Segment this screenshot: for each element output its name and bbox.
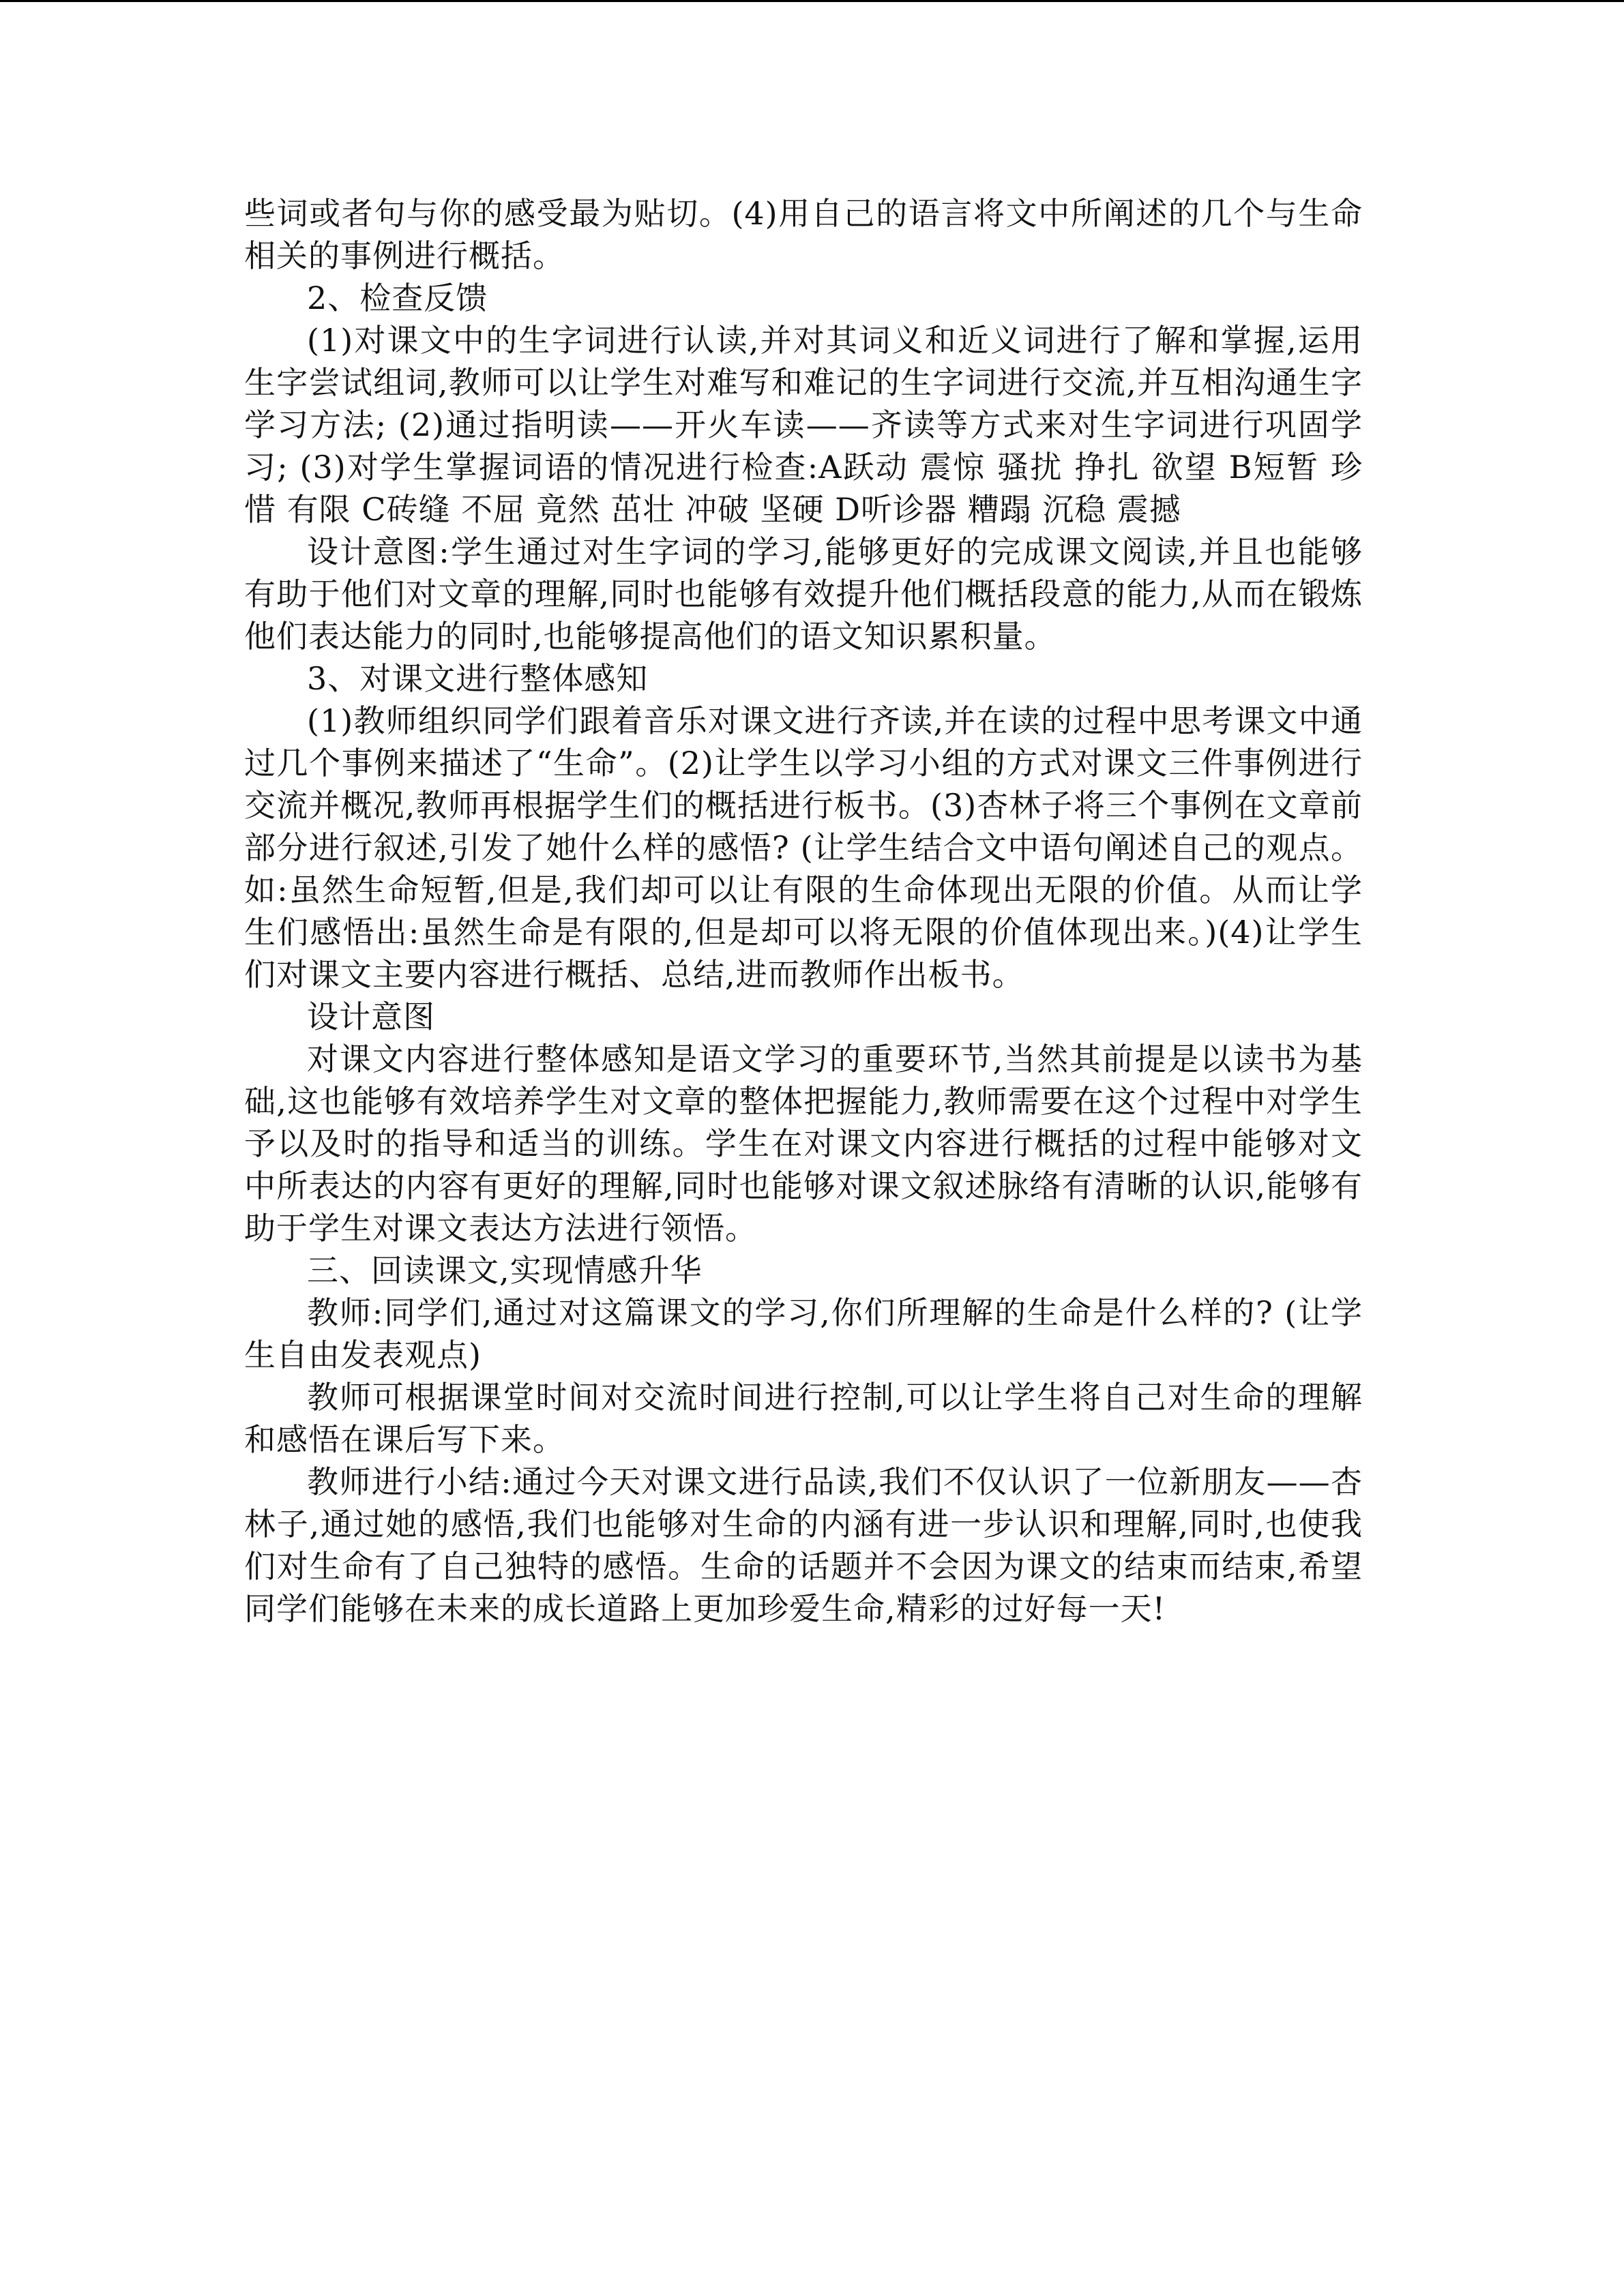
heading-overall-perception: 3、对课文进行整体感知 [307, 660, 649, 697]
paragraph-design-intent-1: 设计意图:学生通过对生字词的学习,能够更好的完成课文阅读,并且也能够有助于他们对文章的理解,同时也能够有效提升他们概括段意的能力,从而在锻炼他们表达能力的同时,也能够提高他们的语文知识累积量。 [244, 533, 1363, 655]
paragraph-vocabulary-check: (1)对课文中的生字词进行认读,并对其词义和近义词进行了解和掌握,运用生字尝试组词,教师可以让学生对难写和难记的生字词进行交流,并互相沟通生字学习方法; (2)通过指明读——开火车读——齐读等方式来对生字词进行巩固学习; (3)对学生掌握词语的情况进行检查:A跃动 震惊 骚扰 挣扎 欲望 B短暂 珍惜 有限 C砖缝 不屈 竟然 茁壮 冲破 坚硬 D听诊器 糟蹋 沉稳 震撼 [244, 322, 1363, 528]
paragraph-teacher-summary: 教师进行小结:通过今天对课文进行品读,我们不仅认识了一位新朋友——杏林子,通过她的感悟,我们也能够对生命的内涵有进一步认识和理解,同时,也使我们对生命有了自己独特的感悟。生命的话题并不会因为课文的结束而结束,希望同学们能够在未来的成长道路上更加珍爱生命,精彩的过好每一天! [244, 1463, 1363, 1627]
paragraph-overall-perception: (1)教师组织同学们跟着音乐对课文进行齐读,并在读的过程中思考课文中通过几个事例来描述了“生命”。(2)让学生以学习小组的方式对课文三件事例进行交流并概况,教师再根据学生们的概括进行板书。(3)杏林子将三个事例在文章前部分进行叙述,引发了她什么样的感悟? (让学生结合文中语句阐述自己的观点。如:虽然生命短暂,但是,我们却可以让有限的生命体现出无限的价值。从而让学生们感悟出:虽然生命是有限的,但是却可以将无限的价值体现出来。)(4)让学生们对课文主要内容进行概括、总结,进而教师作出板书。 [244, 702, 1363, 993]
paragraph-teacher-question: 教师:同学们,通过对这篇课文的学习,你们所理解的生命是什么样的? (让学生自由发表观点) [244, 1294, 1363, 1373]
paragraph-time-control: 教师可根据课堂时间对交流时间进行控制,可以让学生将自己对生命的理解和感悟在课后写下来。 [244, 1379, 1363, 1458]
page-top-border [0, 0, 1624, 2]
heading-check-feedback: 2、检查反馈 [307, 280, 488, 316]
paragraph-continued-steps: 些词或者句与你的感受最为贴切。(4)用自己的语言将文中所阐述的几个与生命相关的事例进行概括。 [244, 195, 1363, 274]
document-body [244, 192, 1363, 1630]
heading-design-intent: 设计意图 [307, 998, 435, 1035]
paragraph-design-intent-2: 对课文内容进行整体感知是语文学习的重要环节,当然其前提是以读书为基础,这也能够有效培养学生对文章的整体把握能力,教师需要在这个过程中对学生予以及时的指导和适当的训练。学生在对课文内容进行概括的过程中能够对文中所表达的内容有更好的理解,同时也能够对课文叙述脉络有清晰的认识,能够有助于学生对课文表达方法进行领悟。 [244, 1041, 1363, 1247]
heading-reread-text: 三、回读课文,实现情感升华 [307, 1252, 703, 1289]
